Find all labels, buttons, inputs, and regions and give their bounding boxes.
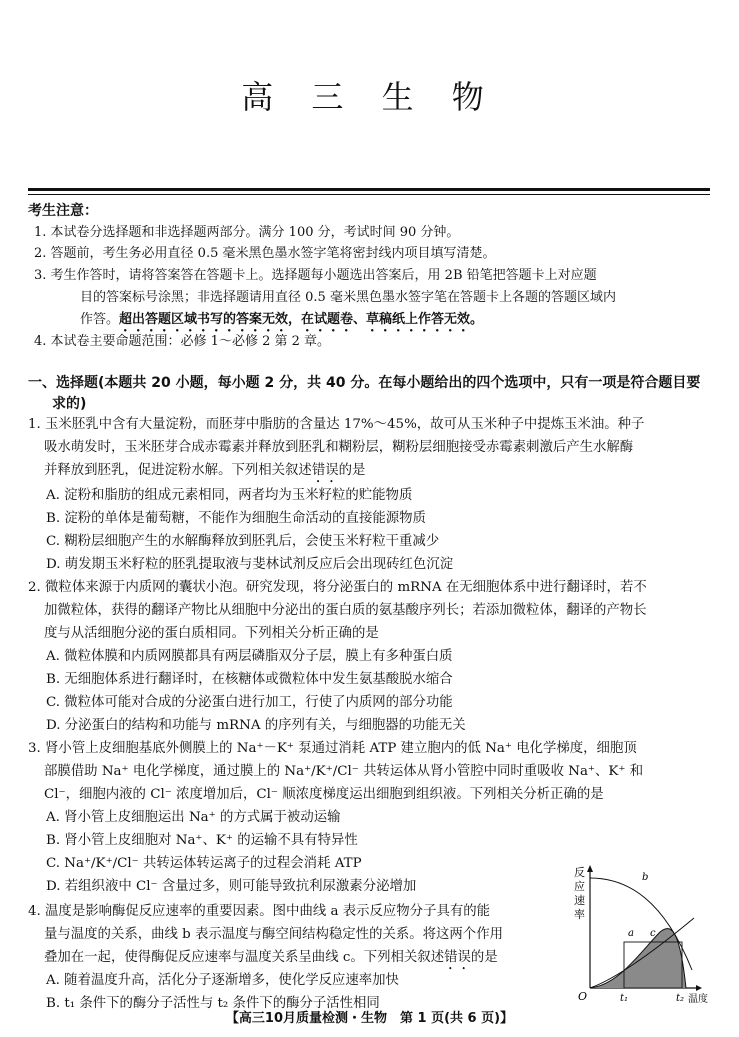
q1-option-c: C. 糊粉层细胞产生的水解酶释放到胚乳后，会使玉米籽粒干重减少 <box>46 534 440 549</box>
q1-stem-line-1: 1. 玉米胚乳中含有大量淀粉，而胚芽中脂肪的含量达 17%～45%，故可从玉米种子中提炼玉米油。种子 <box>28 417 645 432</box>
curve-a-label: a <box>628 928 634 939</box>
curve-c-shaded-area <box>590 929 686 988</box>
x-axis-label: 温度 <box>688 994 708 1005</box>
notice-warning-emphasis: 超出答题区域书写的答案无效，在试题卷、草稿纸上作答无效。 <box>119 312 484 327</box>
y-label-3: 速 <box>574 894 585 907</box>
t2-label: t₂ <box>676 993 685 1004</box>
q1-option-d: D. 萌发期玉米籽粒的胚乳提取液与斐林试剂反应后会出现砖红色沉淀 <box>46 557 454 572</box>
q3-option-d: D. 若组织液中 Cl⁻ 含量过多，则可能导致抗利尿激素分泌增加 <box>46 879 417 894</box>
notice-item-2: 2. 答题前，考生务必用直径 0.5 毫米黑色墨水签字笔将密封线内项目填写清楚。 <box>34 246 496 261</box>
notice-item-4: 4. 本试卷主要命题范围：必修 1～必修 2 第 2 章。 <box>34 334 331 349</box>
q3-stem-line-3: Cl⁻，细胞内液的 Cl⁻ 浓度增加后，Cl⁻ 顺浓度梯度运出细胞到组织液。下列相关分析正确的是 <box>44 787 604 802</box>
q1-keyword-error: 错误 <box>311 463 339 478</box>
q2-option-d: D. 分泌蛋白的结构和功能与 mRNA 的序列有关，与细胞器的功能无关 <box>46 718 466 733</box>
q2-stem-line-1: 2. 微粒体来源于内质网的囊状小泡。研究发现，将分泌蛋白的 mRNA 在无细胞体系中进行翻译时，若不 <box>28 580 647 595</box>
notice-item-3-cont: 目的答案标号涂黑；非选择题请用直径 0.5 毫米黑色墨水签字笔在答题卡上各题的答题区域内 <box>80 290 616 305</box>
q3-stem-line-1: 3. 肾小管上皮细胞基底外侧膜上的 Na⁺－K⁺ 泵通过消耗 ATP 建立胞内的低 Na⁺ 电化学梯度，细胞顶 <box>28 741 637 756</box>
q1-option-a: A. 淀粉和脂肪的组成元素相同，两者均为玉米籽粒的贮能物质 <box>46 488 413 503</box>
q4-stem-line-1: 4. 温度是影响酶促反应速率的重要因素。图中曲线 a 表示反应物分子具有的能 <box>28 904 491 919</box>
y-label-4: 率 <box>574 908 585 921</box>
q1-stem-part-c: 的是 <box>338 463 366 478</box>
q2-option-a: A. 微粒体膜和内质网膜都具有两层磷脂双分子层，膜上有多种蛋白质 <box>46 649 453 664</box>
q3-option-c: C. Na⁺/K⁺/Cl⁻ 共转运体转运离子的过程会消耗 ATP <box>46 856 362 871</box>
q3-option-b: B. 肾小管上皮细胞对 Na⁺、K⁺ 的运输不具有特异性 <box>46 833 358 848</box>
graph-x-arrow <box>696 985 702 991</box>
notice-item-3: 3. 考生作答时，请将答案答在答题卡上。选择题每小题选出答案后，用 2B 铅笔把答题卡上对应题 <box>34 268 597 283</box>
q4-stem-part-c: 的是 <box>470 950 498 965</box>
q2-stem-line-2: 加微粒体，获得的翻译产物比从细胞中分泌出的蛋白质的氨基酸序列长；若添加微粒体，翻译的产物长 <box>44 603 647 618</box>
q3-stem-line-2: 部膜借助 Na⁺ 电化学梯度，通过膜上的 Na⁺/K⁺/Cl⁻ 共转运体从肾小管腔中同时重吸收 Na⁺、K⁺ 和 <box>44 764 644 779</box>
header-rule-thick <box>28 188 710 191</box>
origin-label: O <box>578 990 588 1003</box>
q2-option-b: B. 无细胞体系进行翻译时，在核糖体或微粒体中发生氨基酸脱水缩合 <box>46 672 453 687</box>
y-label-1: 反 <box>574 866 585 879</box>
q2-stem-line-3: 度与从活细胞分泌的蛋白质相同。下列相关分析正确的是 <box>44 626 379 641</box>
q4-option-a: A. 随着温度升高，活化分子逐渐增多，使化学反应速率加快 <box>46 973 399 988</box>
q4-keyword-error: 错误 <box>444 950 471 965</box>
notice-answer-text: 作答。 <box>80 312 120 327</box>
notice-item-1: 1. 本试卷分选择题和非选择题两部分。满分 100 分，考试时间 90 分钟。 <box>34 225 460 240</box>
q4-option-b: B. t₁ 条件下的酶分子活性与 t₂ 条件下的酶分子活性相同 <box>46 996 380 1011</box>
section-heading-line-2: 求的) <box>52 396 87 412</box>
section-heading-line-1: 一、选择题(本题共 20 小题，每小题 2 分，共 40 分。在每小题给出的四个选项中，只有一项是符合题目要 <box>28 375 701 391</box>
graph-y-arrow <box>587 865 593 872</box>
q3-option-a: A. 肾小管上皮细胞运出 Na⁺ 的方式属于被动运输 <box>46 810 341 825</box>
q1-stem-part-a: 并释放到胚乳，促进淀粉水解。下列相关叙述 <box>44 463 312 478</box>
curve-b-label: b <box>642 872 649 883</box>
q4-stem-part-a: 叠加在一起，使得酶促反应速率与温度关系呈曲线 c。下列相关叙述 <box>44 950 445 965</box>
curve-c-label: c <box>650 928 656 939</box>
page-title: 高 三 生 物 <box>241 78 498 116</box>
q1-stem-line-2: 吸水萌发时，玉米胚芽合成赤霉素并释放到胚乳和糊粉层，糊粉层细胞接受赤霉素刺激后产生水解酶 <box>44 440 634 455</box>
q4-stem-line-2: 量与温度的关系，曲线 b 表示温度与酶空间结构稳定性的关系。将这两个作用 <box>44 927 503 942</box>
t1-label: t₁ <box>620 993 629 1004</box>
q2-option-c: C. 微粒体可能对合成的分泌蛋白进行加工，行使了内质网的部分功能 <box>46 695 453 710</box>
notice-heading: 考生注意： <box>28 203 98 219</box>
page-footer: 【高三10月质量检测・生物 第 1 页(共 6 页)】 <box>225 1011 514 1026</box>
q4-temperature-rate-graph <box>568 860 718 1005</box>
y-label-2: 应 <box>574 880 585 893</box>
q1-option-b: B. 淀粉的单体是葡萄糖，不能作为细胞生命活动的直接能源物质 <box>46 511 426 526</box>
section-heading <box>28 373 718 415</box>
q1-stem-line-3 <box>44 459 365 486</box>
header-rule-thin <box>28 194 710 195</box>
